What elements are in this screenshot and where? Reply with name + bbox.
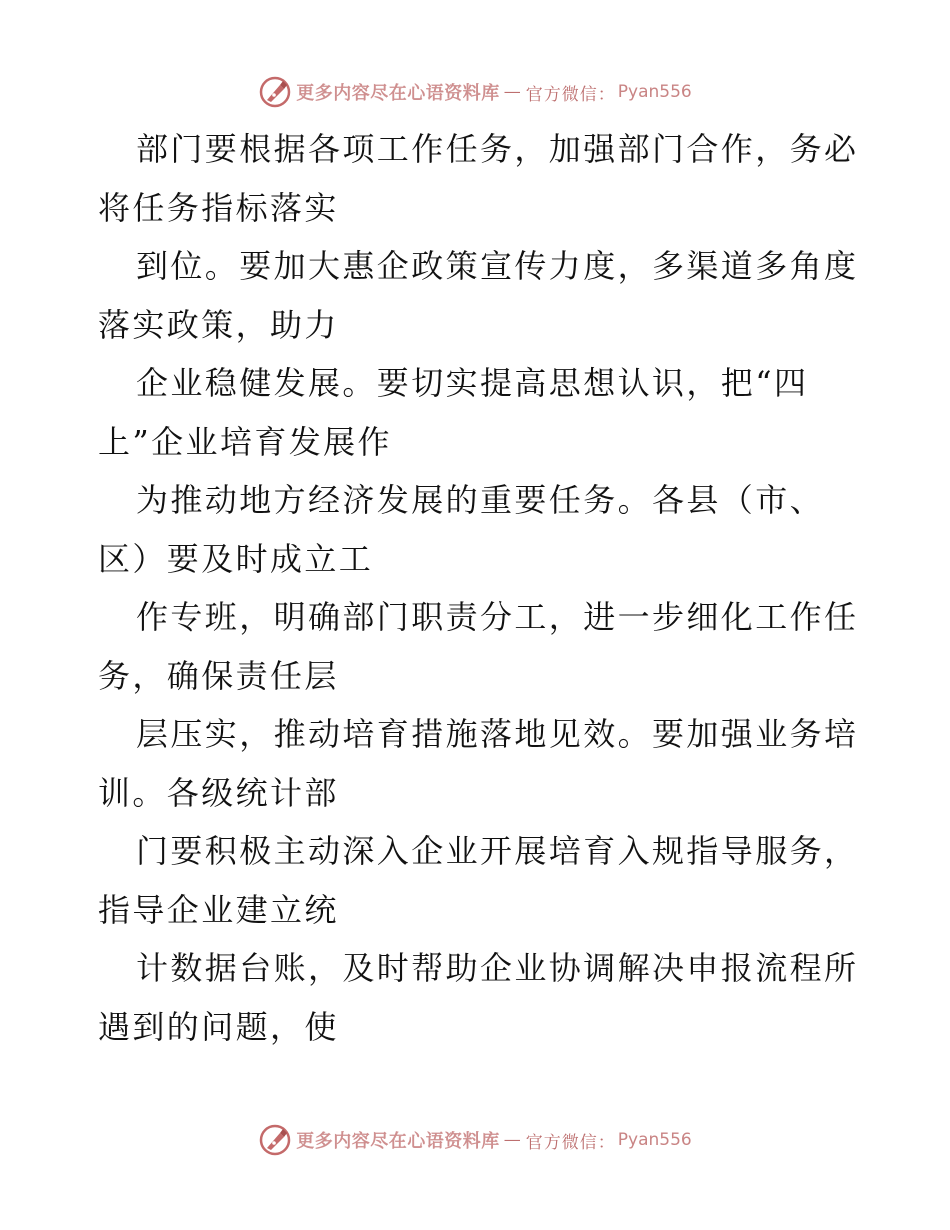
paragraph-line: 层压实，推动培育措施落地见效。要加强业务培 [136,715,859,753]
watermark-dash: — [503,82,522,102]
paragraph-line: 指导企业建立统 [98,890,339,929]
paragraph-line: 务，确保责任层 [98,656,339,695]
paragraph-line: 上”企业培育发展作 [98,422,392,461]
paragraph [98,588,858,705]
paragraph-line: 到位。要加大惠企政策宣传力度，多渠道多角度 [136,247,859,285]
pen-nib-logo-icon [258,75,292,109]
watermark-account-id: Pyan556 [617,82,692,102]
paragraph-line: 落实政策，助力 [98,305,339,344]
watermark-site-name: 更多内容尽在心语资料库 [296,83,500,104]
paragraph-line: 为推动地方经济发展的重要任务。各县（市、 [136,481,825,519]
footer-watermark [0,1120,950,1160]
paragraph-line: 计数据台账，及时帮助企业协调解决申报流程所 [136,949,859,987]
document-body [98,120,858,1056]
header-watermark [0,72,950,112]
watermark-site-name: 更多内容尽在心语资料库 [296,1131,500,1152]
paragraph [98,120,858,237]
paragraph [98,471,858,588]
paragraph-line: 部门要根据各项工作任务，加强部门合作，务必 [136,130,859,168]
paragraph-line: 区）要及时成立工 [98,539,374,578]
paragraph [98,354,858,471]
pen-nib-logo-icon [258,1123,292,1157]
watermark-wechat-label: 官方微信： [525,84,616,105]
paragraph-line: 遇到的问题，使 [98,1007,339,1046]
paragraph [98,822,858,939]
paragraph-line: 训。各级统计部 [98,773,339,812]
paragraph [98,939,858,1056]
paragraph-line: 企业稳健发展。要切实提高思想认识，把“四 [136,364,809,402]
paragraph [98,237,858,354]
watermark-dash: — [503,1130,522,1150]
paragraph-line: 作专班，明确部门职责分工，进一步细化工作任 [136,598,859,636]
paragraph-line: 门要积极主动深入企业开展培育入规指导服务， [136,832,859,870]
watermark-account-id: Pyan556 [617,1130,692,1150]
paragraph-line: 将任务指标落实 [98,188,339,227]
watermark-wechat-label: 官方微信： [525,1132,616,1153]
paragraph [98,705,858,822]
